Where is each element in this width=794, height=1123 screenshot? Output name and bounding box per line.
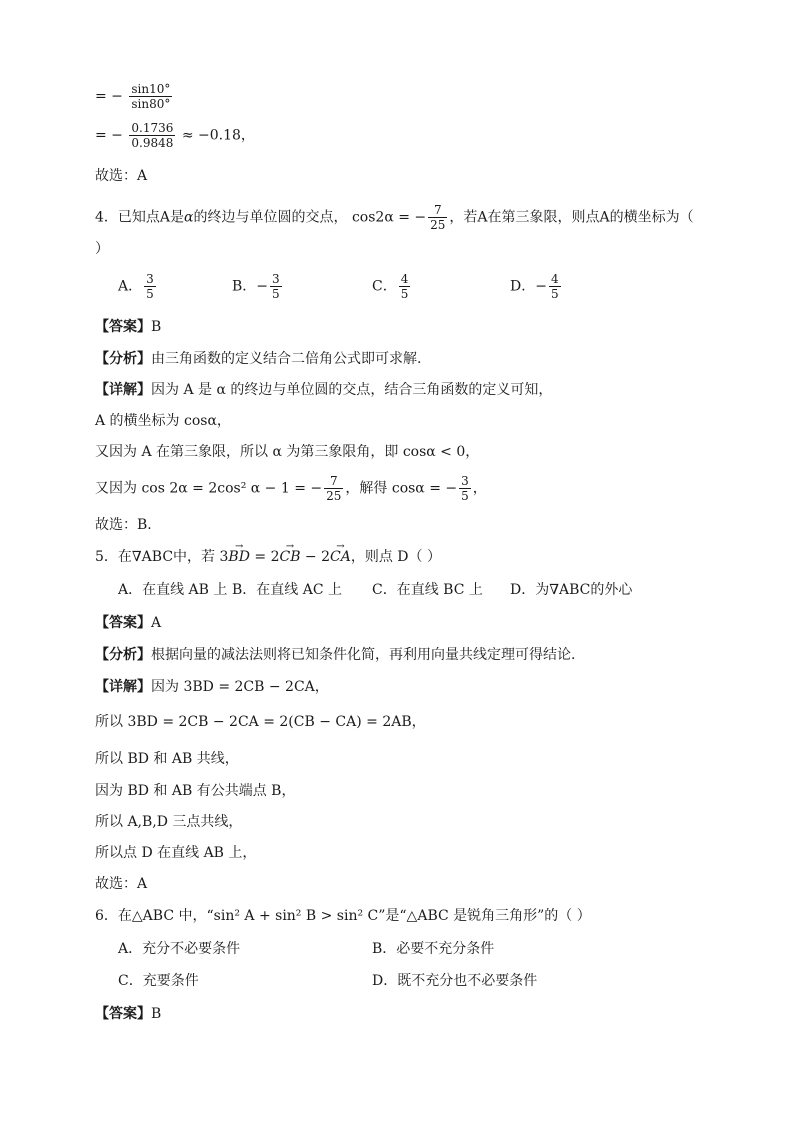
stem-part: 的终边与单位圆的交点， bbox=[193, 209, 348, 226]
denominator: sin80° bbox=[131, 97, 171, 111]
q5-detail-4: 因为 BD 和 AB 有公共端点 B， bbox=[95, 783, 296, 799]
stem-part: 5．在∇ABC中，若 3 bbox=[95, 549, 229, 565]
option-label: C． bbox=[372, 278, 397, 295]
answer-choice-3: 故选：A bbox=[95, 168, 148, 184]
q5-final: 故选：A bbox=[95, 876, 148, 892]
analysis-tag: 【分析】 bbox=[95, 351, 151, 367]
answer-value: A bbox=[151, 615, 162, 631]
numerator: 3 bbox=[272, 272, 280, 286]
q4-detail-4 bbox=[95, 474, 487, 503]
denominator: 5 bbox=[550, 287, 559, 301]
answer-value: B bbox=[151, 1006, 162, 1022]
numerator: 4 bbox=[400, 272, 409, 286]
calc-prefix: = − bbox=[95, 127, 123, 144]
fraction bbox=[144, 272, 156, 301]
answer-value: B bbox=[151, 319, 162, 335]
q5-detail-5: 所以 A,B,D 三点共线， bbox=[95, 814, 243, 830]
detail-tag: 【详解】 bbox=[95, 679, 151, 695]
fraction bbox=[129, 121, 175, 150]
fraction bbox=[428, 203, 447, 232]
q5-detail-2: 所以 3BD = 2CB − 2CA = 2(CB − CA) = 2AB， bbox=[95, 714, 426, 730]
detail-text: ， bbox=[472, 480, 487, 497]
detail-text: 因为 3BD = 2CB − 2CA， bbox=[151, 679, 329, 695]
q5-analysis bbox=[95, 646, 575, 664]
q4-detail-2: A 的横坐标为 cosα， bbox=[95, 413, 231, 429]
denominator: 5 bbox=[272, 287, 280, 301]
q4-stem-end: ） bbox=[95, 241, 109, 257]
q5-stem: 5．在∇ABC中，若 3→ BD = 2→ CB − 2→ CA，则点 D（ ） bbox=[95, 548, 441, 566]
fraction bbox=[324, 474, 343, 503]
q5-answer bbox=[95, 614, 161, 632]
detail-text: 因为 A 是 α 的终边与单位圆的交点，结合三角函数的定义可知， bbox=[151, 382, 553, 398]
q6-option-b: B．必要不充分条件 bbox=[372, 941, 495, 957]
q5-detail-1 bbox=[95, 678, 329, 696]
calc-prefix: = − bbox=[95, 88, 123, 105]
fraction bbox=[459, 474, 471, 503]
q6-option-a: A．充分不必要条件 bbox=[118, 941, 241, 957]
q4-option-a bbox=[118, 272, 158, 301]
numerator: 3 bbox=[461, 474, 469, 488]
q4-option-b bbox=[232, 272, 284, 301]
q6-option-c: C．充要条件 bbox=[118, 973, 199, 989]
numerator: 4 bbox=[550, 272, 559, 286]
answer-tag: 【答案】 bbox=[95, 615, 151, 631]
stem-part: ，若A在第三象限，则点A的横坐标为（ bbox=[449, 209, 694, 226]
q5-option-a: A．在直线 AB 上 bbox=[118, 582, 228, 598]
denominator: 25 bbox=[430, 218, 446, 232]
calc-line-2 bbox=[95, 121, 255, 150]
denominator: 5 bbox=[461, 489, 469, 503]
fraction bbox=[399, 272, 411, 301]
option-label: D． bbox=[510, 278, 536, 295]
numerator: 7 bbox=[428, 203, 447, 218]
numerator: sin10° bbox=[131, 82, 171, 96]
alpha-symbol: α bbox=[184, 209, 194, 226]
calc-suffix: ≈ −0.18， bbox=[181, 127, 255, 144]
analysis-text: 由三角函数的定义结合二倍角公式即可求解. bbox=[151, 351, 422, 367]
stem-part: ，则点 D（ ） bbox=[350, 549, 441, 565]
q4-option-c bbox=[372, 272, 412, 301]
denominator: 5 bbox=[146, 287, 154, 301]
analysis-text: 根据向量的减法法则将已知条件化简，再利用向量共线定理可得结论. bbox=[151, 647, 576, 663]
fraction bbox=[549, 272, 561, 301]
detail-text: ，解得 cosα = − bbox=[345, 480, 458, 497]
numerator: 3 bbox=[146, 272, 154, 286]
fraction bbox=[129, 82, 172, 111]
q4-answer bbox=[95, 318, 161, 336]
option-label: A． bbox=[118, 278, 143, 295]
vector-cb: → CB bbox=[279, 548, 300, 566]
numerator: 0.1736 bbox=[131, 121, 174, 135]
detail-tag: 【详解】 bbox=[95, 382, 151, 398]
analysis-tag: 【分析】 bbox=[95, 647, 151, 663]
q5-option-c: C．在直线 BC 上 bbox=[372, 582, 483, 598]
vector-bd: → BD bbox=[228, 548, 250, 566]
answer-tag: 【答案】 bbox=[95, 1006, 151, 1022]
fraction bbox=[270, 272, 282, 301]
q4-detail-1 bbox=[95, 381, 552, 399]
q5-detail-6: 所以点 D 在直线 AB 上， bbox=[95, 845, 257, 861]
q4-analysis bbox=[95, 350, 421, 368]
q5-option-b: B．在直线 AC 上 bbox=[232, 582, 343, 598]
answer-tag: 【答案】 bbox=[95, 319, 151, 335]
denominator: 25 bbox=[326, 489, 342, 503]
vector-ca: → CA bbox=[330, 548, 351, 566]
q4-detail-3: 又因为 A 在第三象限，所以 α 为第三象限角，即 cosα < 0， bbox=[95, 444, 480, 460]
q6-answer bbox=[95, 1005, 161, 1023]
q6-stem: 6．在△ABC 中，“sin² A + sin² B > sin² C”是“△ABC 是锐角三角形”的（ ） bbox=[95, 908, 591, 924]
numerator: 7 bbox=[324, 474, 343, 489]
cos2a-expr: cos2α = − bbox=[351, 209, 427, 226]
stem-part: 4．已知点A是 bbox=[95, 209, 185, 226]
q5-detail-3: 所以 BD 和 AB 共线， bbox=[95, 751, 239, 767]
calc-line-1 bbox=[95, 82, 174, 111]
denominator: 5 bbox=[400, 287, 409, 301]
q4-final: 故选：B. bbox=[95, 517, 152, 533]
denominator: 0.9848 bbox=[131, 136, 174, 150]
option-sign: − bbox=[535, 278, 547, 295]
option-sign: − bbox=[256, 278, 269, 295]
q6-option-d: D．既不充分也不必要条件 bbox=[372, 973, 538, 989]
q5-option-d: D．为∇ABC的外心 bbox=[510, 582, 633, 598]
detail-text: 又因为 cos 2α = 2cos² α − 1 = − bbox=[95, 480, 323, 497]
q4-option-d bbox=[510, 272, 563, 301]
option-label: B． bbox=[232, 278, 257, 295]
q4-stem bbox=[95, 203, 694, 232]
